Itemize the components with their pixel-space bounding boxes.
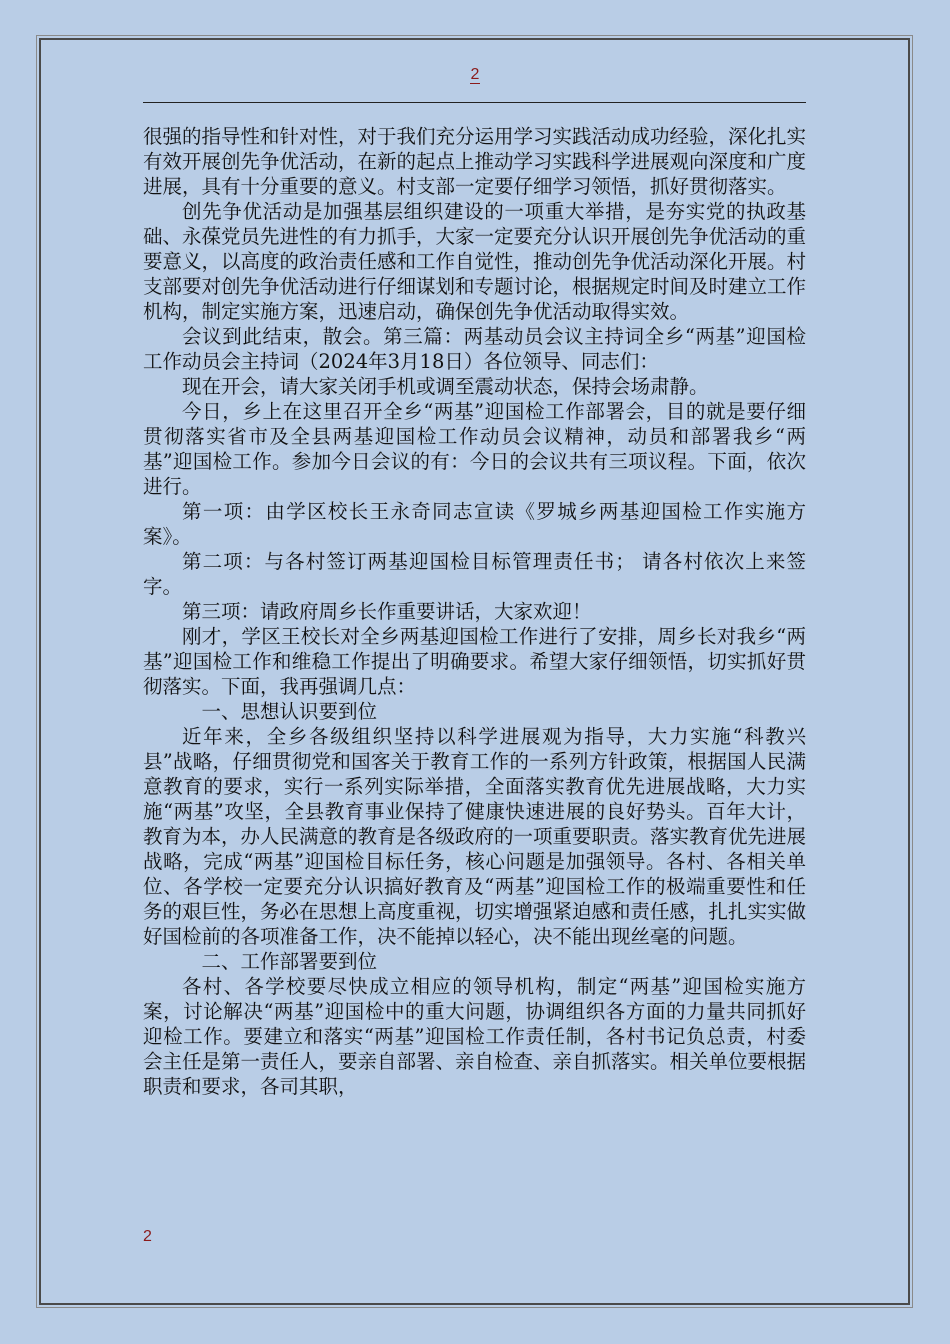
paragraph: 很强的指导性和针对性，对于我们充分运用学习实践活动成功经验，深化扎实有效开展创先争优活动，在新的起点上推动学习实践科学进展观向深度和广度进展，具有十分重要的意义。村支部一定要仔细学习领悟，抓好贯彻落实。 [143, 125, 807, 198]
header-page-number-text: 2 [470, 66, 480, 83]
section-heading: 二、工作部署要到位 [201, 950, 378, 973]
paragraph: 第二项：与各村签订两基迎国检目标管理责任书； 请各村依次上来签字。 [143, 550, 806, 598]
footer-page-number: 2 [143, 1228, 152, 1245]
document-body [143, 124, 806, 1099]
header-rule [143, 102, 806, 103]
paragraph: 刚才，学区王校长对全乡两基迎国检工作进行了安排，周乡长对我乡“两基”迎国检工作和维稳工作提出了明确要求。希望大家仔细领悟，切实抓好贯彻落实。下面，我再强调几点： [143, 625, 806, 698]
paragraph: 会议到此结束，散会。第三篇：两基动员会议主持词全乡“两基”迎国检工作动员会主持词（2024年3月18日）各位领导、同志们： [143, 325, 806, 373]
paragraph: 第一项：由学区校长王永奇同志宣读《罗城乡两基迎国检工作实施方案》。 [143, 500, 806, 548]
paragraph: 现在开会，请大家关闭手机或调至震动状态，保持会场肃静。 [182, 375, 709, 398]
paragraph: 各村、各学校要尽快成立相应的领导机构，制定“两基”迎国检实施方案，讨论解决“两基”迎国检中的重大问题，协调组织各方面的力量共同抓好迎检工作。要建立和落实“两基”迎国检工作责任制，各村书记负总责，村委会主任是第一责任人，要亲自部署、亲自检查、亲自抓落实。相关单位要根据职责和要求，各司其职， [143, 975, 807, 1098]
paragraph: 今日，乡上在这里召开全乡“两基”迎国检工作部署会，目的就是要仔细贯彻落实省市及全县两基迎国检工作动员会议精神，动员和部署我乡“两基”迎国检工作。参加今日会议的有：今日的会议共有三项议程。下面，依次进行。 [143, 400, 806, 498]
header-page-number [0, 66, 950, 84]
section-heading: 一、思想认识要到位 [201, 700, 378, 723]
paragraph: 创先争优活动是加强基层组织建设的一项重大举措，是夯实党的执政基础、永葆党员先进性的有力抓手，大家一定要充分认识开展创先争优活动的重要意义，以高度的政治责任感和工作自觉性，推动创先争优活动深化开展。村支部要对创先争优活动进行仔细谋划和专题讨论，根据规定时间及时建立工作机构，制定实施方案，迅速启动，确保创先争优活动取得实效。 [143, 200, 807, 323]
paragraph: 第三项：请政府周乡长作重要讲话，大家欢迎！ [182, 600, 592, 623]
paragraph: 近年来，全乡各级组织坚持以科学进展观为指导，大力实施“科教兴县”战略，仔细贯彻党和国客关于教育工作的一系列方针政策，根据国人民满意教育的要求，实行一系列实际举措，全面落实教育优先进展战略，大力实施“两基”攻坚，全县教育事业保持了健康快速进展的良好势头。百年大计，教育为本，办人民满意的教育是各级政府的一项重要职责。落实教育优先进展战略，完成“两基”迎国检目标任务，核心问题是加强领导。各村、各相关单位、各学校一定要充分认识搞好教育及“两基”迎国检工作的极端重要性和任务的艰巨性，务必在思想上高度重视，切实增强紧迫感和责任感，扎扎实实做好国检前的各项准备工作，决不能掉以轻心，决不能出现丝毫的问题。 [143, 725, 807, 948]
